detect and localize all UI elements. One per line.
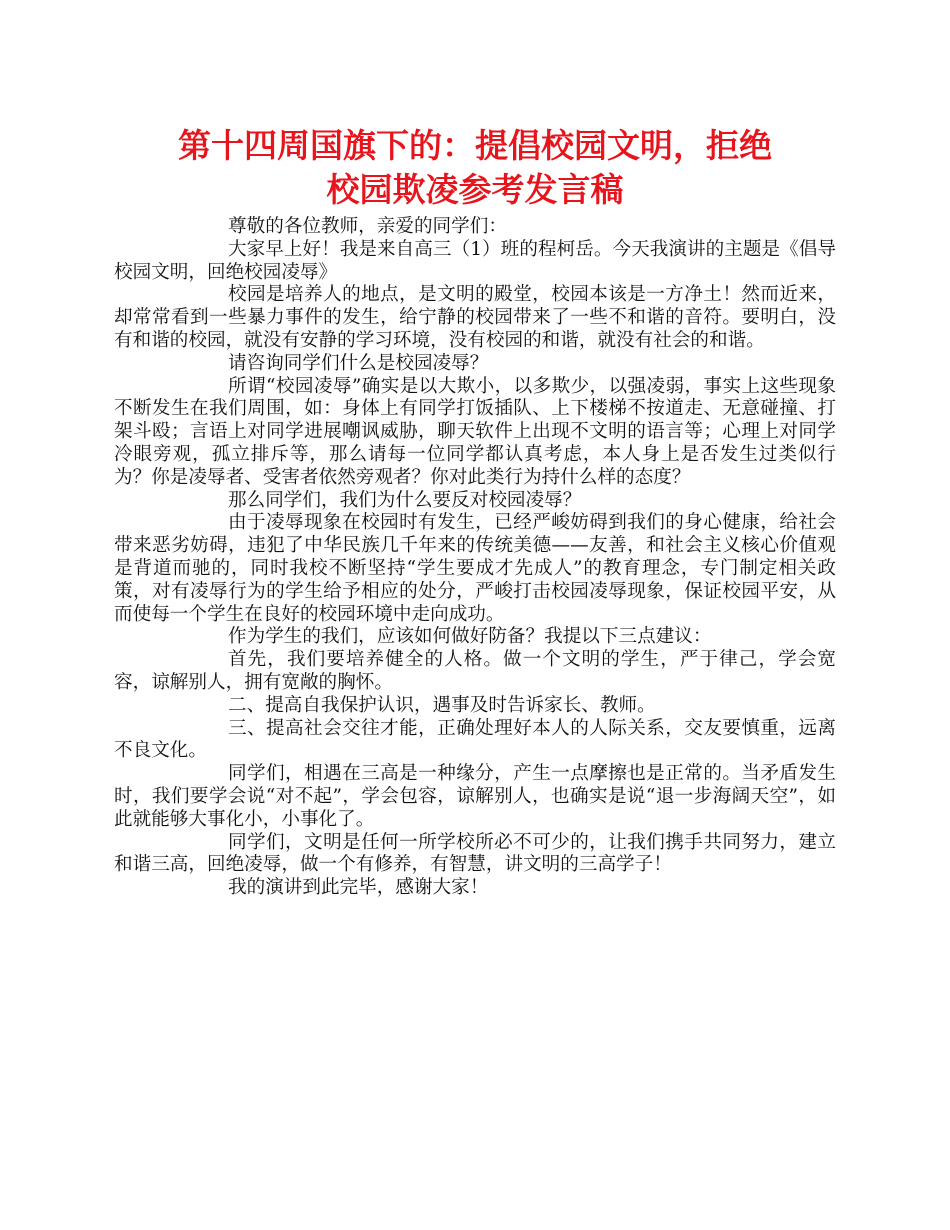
title-line-1: 第十四周国旗下的：提倡校园文明，拒绝 [178, 126, 772, 165]
paragraph-definition: 所谓“校园凌辱”确实是以大欺小，以多欺少，以强凌弱，事实上这些现象不断发生在我们周围，如：身体上有同学打饭插队、上下楼梯不按道走、无意碰撞、打架斗殴；言语上对同学进展嘲讽威胁，聊天软件上出现不文明的语言等；心理上对同学冷眼旁观，孤立排斥等，那么请每一位同学都认真考虑，本人身上是否发生过类似行为？你是凌辱者、受害者依然旁观者？你对此类行为持什么样的态度？ [114, 375, 836, 488]
paragraph-greeting: 大家早上好！我是来自高三（1）班的程柯岳。今天我演讲的主题是《倡导校园文明，回绝校园凌辱》 [114, 238, 836, 283]
document-body [114, 216, 836, 900]
paragraph-salutation: 尊敬的各位教师，亲爱的同学们： [228, 216, 507, 237]
paragraph-intro: 校园是培养人的地点，是文明的殿堂，校园本该是一方净土！然而近来，却常常看到一些暴力事件的发生，给宁静的校园带来了一些不和谐的音符。要明白，没有和谐的校园，就没有安静的学习环境，没有校园的和谐，就没有社会的和谐。 [114, 284, 836, 351]
paragraph-reasons: 由于凌辱现象在校园时有发生，已经严峻妨碍到我们的身心健康，给社会带来恶劣妨碍，违犯了中华民族几千年来的传统美德——友善，和社会主义核心价值观是背道而驰的，同时我校不断坚持“学生要成才先成人”的教育理念，专门制定相关政策，对有凌辱行为的学生给予相应的处分，严峻打击校园凌辱现象，保证校园平安，从而使每一个学生在良好的校园环境中走向成功。 [114, 512, 836, 625]
document-page [114, 124, 836, 900]
paragraph-harmony: 同学们，相遇在三高是一种缘分，产生一点摩擦也是正常的。当矛盾发生时，我们要学会说“对不起”，学会包容，谅解别人，也确实是说“退一步海阔天空”，如此就能够大事化小，小事化了。 [114, 763, 836, 830]
paragraph-closing: 我的演讲到此完毕，感谢大家！ [228, 877, 489, 899]
document-title [114, 124, 836, 212]
paragraph-question-1: 请咨询同学们什么是校园凌辱？ [228, 352, 489, 374]
paragraph-suggestion-1: 首先，我们要培养健全的人格。做一个文明的学生，严于律己，学会宽容，谅解别人，拥有宽敞的胸怀。 [114, 649, 836, 693]
paragraph-suggestions-intro: 作为学生的我们，应该如何做好防备？我提以下三点建议： [228, 626, 712, 648]
paragraph-suggestion-3: 三、提高社会交往才能，正确处理好本人的人际关系，交友要慎重，远离不良文化。 [114, 717, 836, 762]
paragraph-question-2: 那么同学们，我们为什么要反对校园凌辱？ [228, 489, 582, 511]
paragraph-call-to-action: 同学们，文明是任何一所学校所必不可少的，让我们携手共同努力，建立和谐三高，回绝凌辱，做一个有修养，有智慧，讲文明的三高学子！ [114, 831, 836, 876]
title-line-2: 校园欺凌参考发言稿 [326, 170, 624, 209]
paragraph-suggestion-2: 二、提高自我保护认识，遇事及时告诉家长、教师。 [228, 694, 656, 716]
